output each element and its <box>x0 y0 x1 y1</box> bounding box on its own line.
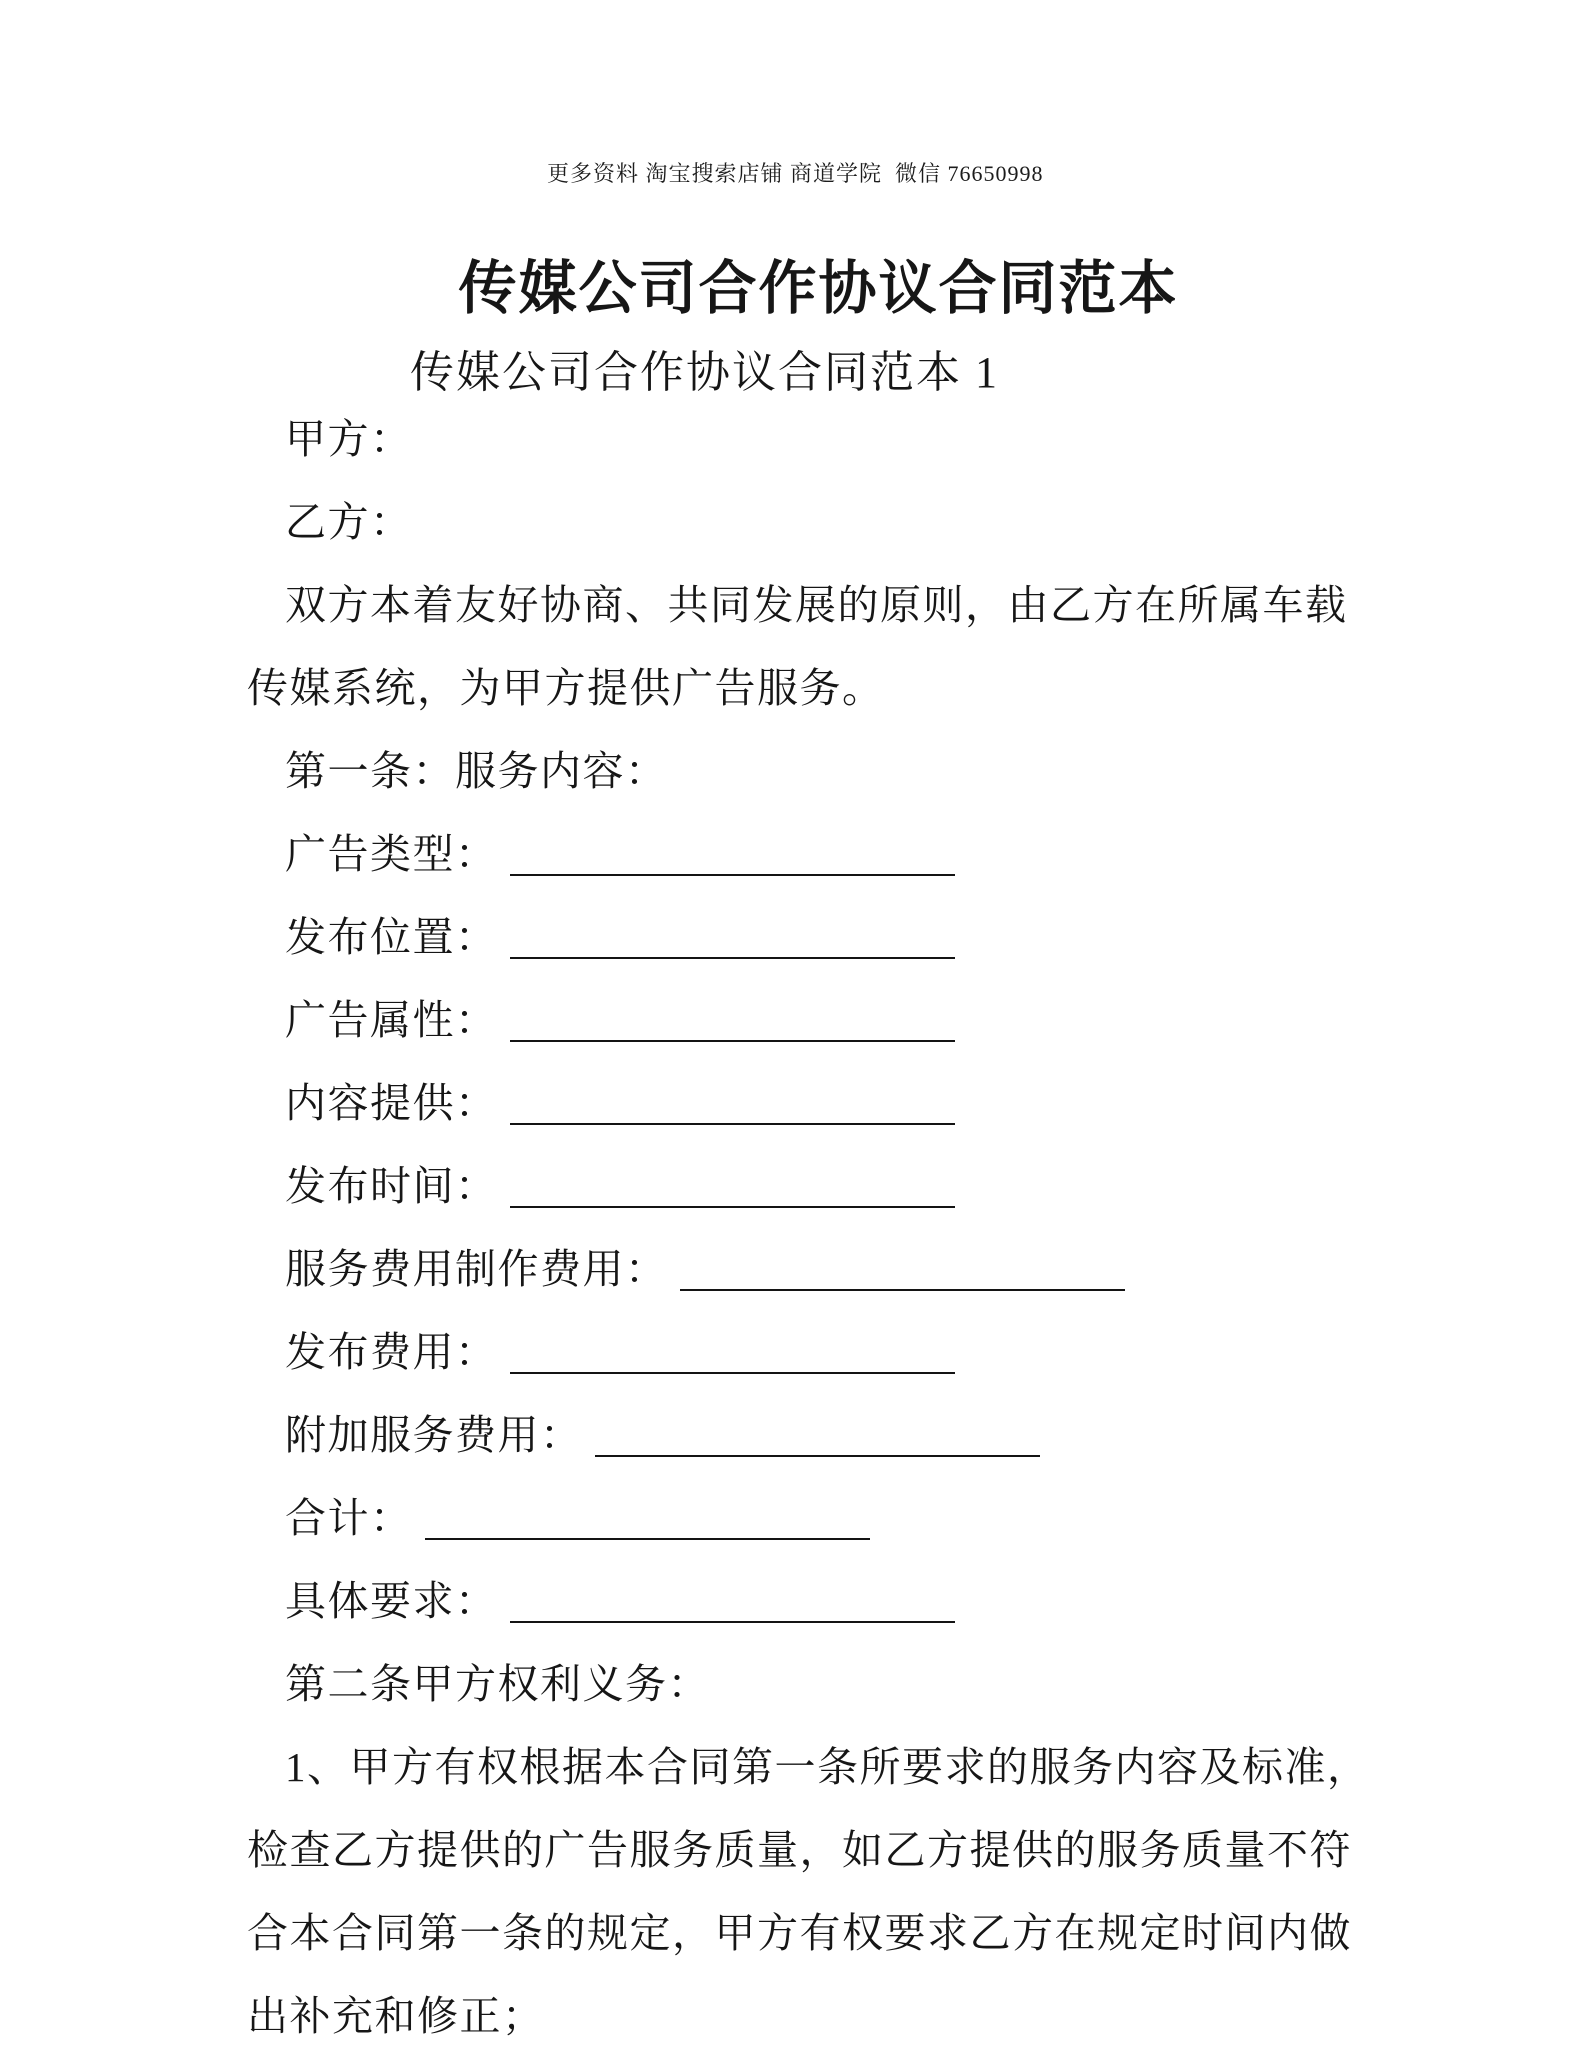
line-text: 双方本着友好协商、共同发展的原则，由乙方在所属车载 <box>285 582 1348 628</box>
heading-article-2 <box>247 1643 1437 1726</box>
para-preamble-line-2 <box>247 647 1437 730</box>
para-article2-item1-line-1 <box>247 1726 1437 1809</box>
line-party-a <box>247 398 1437 481</box>
field-label: 服务费用制作费用： <box>285 1246 668 1292</box>
para-article2-item1-line-2 <box>247 1809 1437 1892</box>
field-label: 发布位置： <box>285 914 498 960</box>
field-label: 广告属性： <box>285 997 498 1043</box>
field-publish-position <box>247 896 1437 979</box>
document-title: 传媒公司合作协议合同范本 <box>458 256 1179 321</box>
field-label: 合计： <box>285 1495 413 1541</box>
field-label: 具体要求： <box>285 1578 498 1624</box>
fill-in-blank <box>510 868 955 876</box>
fill-in-blank <box>510 1034 955 1042</box>
line-text: 第二条甲方权利义务： <box>285 1661 710 1707</box>
field-publish-fee <box>247 1311 1437 1394</box>
field-label: 发布时间： <box>285 1163 498 1209</box>
field-label: 内容提供： <box>285 1080 498 1126</box>
fill-in-blank <box>510 1366 955 1374</box>
para-article2-item1-line-4 <box>247 1975 1437 2047</box>
line-text: 第一条：服务内容： <box>285 748 668 794</box>
line-text: 检查乙方提供的广告服务质量，如乙方提供的服务质量不符 <box>247 1827 1352 1873</box>
line-party-b <box>247 481 1437 564</box>
fill-in-blank <box>510 1200 955 1208</box>
line-text: 合本合同第一条的规定，甲方有权要求乙方在规定时间内做 <box>247 1910 1352 1956</box>
header-note: 更多资料 淘宝搜索店铺 商道学院 微信 76650998 <box>547 161 1044 186</box>
document-body <box>247 398 1437 2047</box>
fill-in-blank <box>425 1532 870 1540</box>
line-text: 传媒系统，为甲方提供广告服务。 <box>247 665 885 711</box>
fill-in-blank <box>680 1283 1125 1291</box>
field-ad-attribute <box>247 979 1437 1062</box>
document-subtitle: 传媒公司合作协议合同范本 1 <box>410 348 999 397</box>
para-preamble-line-1 <box>247 564 1437 647</box>
field-specific-requirements <box>247 1560 1437 1643</box>
line-text: 甲方： <box>285 416 413 462</box>
para-article2-item1-line-3 <box>247 1892 1437 1975</box>
fill-in-blank <box>595 1449 1040 1457</box>
field-label: 发布费用： <box>285 1329 498 1375</box>
field-label: 广告类型： <box>285 831 498 877</box>
field-service-production-fee <box>247 1228 1437 1311</box>
fill-in-blank <box>510 951 955 959</box>
line-text: 乙方： <box>285 499 413 545</box>
field-ad-type <box>247 813 1437 896</box>
fill-in-blank <box>510 1615 955 1623</box>
fill-in-blank <box>510 1117 955 1125</box>
field-label: 附加服务费用： <box>285 1412 583 1458</box>
field-publish-time <box>247 1145 1437 1228</box>
line-text: 出补充和修正； <box>247 1993 545 2039</box>
field-content-provider <box>247 1062 1437 1145</box>
field-total <box>247 1477 1437 1560</box>
line-text: 1、甲方有权根据本合同第一条所要求的服务内容及标准， <box>285 1744 1370 1790</box>
heading-article-1 <box>247 730 1437 813</box>
field-additional-service-fee <box>247 1394 1437 1477</box>
